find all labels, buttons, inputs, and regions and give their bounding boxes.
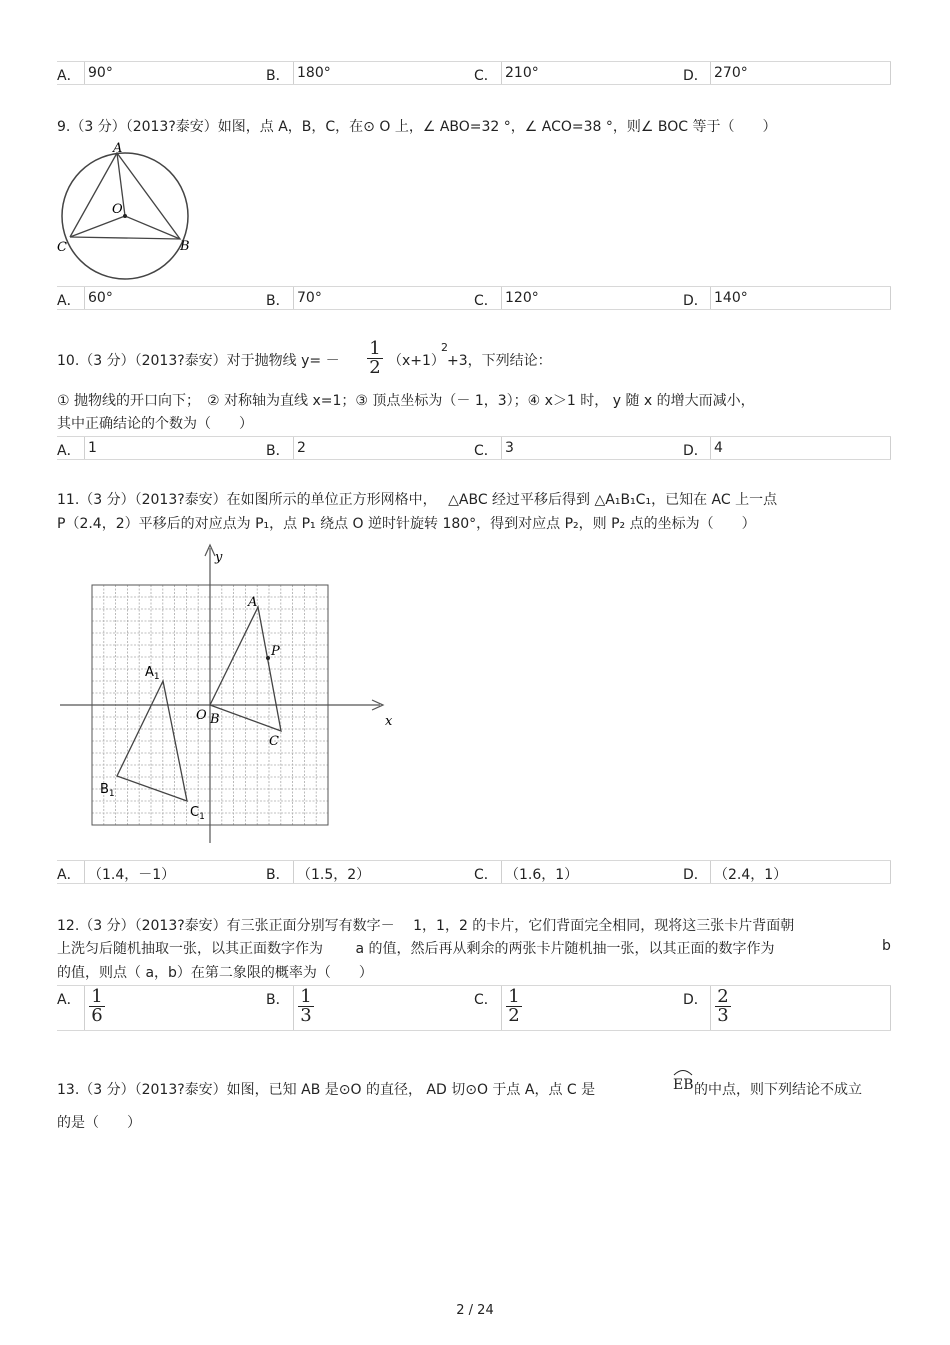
option-label: B． bbox=[266, 992, 290, 1008]
q11-option-d bbox=[683, 861, 891, 883]
q11-label-c: C bbox=[269, 734, 279, 749]
q10-option-c bbox=[474, 437, 683, 459]
q9-option-d bbox=[683, 287, 891, 309]
option-fraction: $\frac{1}{6}$ bbox=[89, 988, 105, 1025]
q10-question: 其中正确结论的个数为（ ） bbox=[57, 416, 253, 432]
q11-stem-line1: 11.（3 分）（2013?泰安）在如图所示的单位正方形网格中， △ABC 经过平移后得到 △A₁B₁C₁，已知在 AC 上一点 bbox=[57, 492, 778, 508]
q11-option-a bbox=[57, 861, 265, 883]
option-value: 1 bbox=[88, 440, 97, 456]
option-fraction: $\frac{1}{3}$ bbox=[298, 988, 314, 1025]
q8-option-c bbox=[474, 62, 683, 84]
q11-option-c bbox=[474, 861, 683, 883]
option-label: B． bbox=[266, 867, 290, 883]
option-value: 60° bbox=[88, 290, 113, 306]
option-value: 140° bbox=[714, 290, 748, 306]
q10-option-d bbox=[683, 437, 891, 459]
q10-stem-pre: 10.（3 分）（2013?泰安）对于抛物线 y= － bbox=[57, 353, 340, 369]
option-value: 180° bbox=[297, 65, 331, 81]
q12-option-b bbox=[266, 986, 474, 1030]
option-label: A． bbox=[57, 867, 81, 883]
option-label: C． bbox=[474, 68, 498, 84]
q11-point-p bbox=[266, 656, 270, 660]
q13-arc-mark bbox=[673, 1066, 693, 1076]
q12-options bbox=[57, 985, 891, 1031]
q9-option-a bbox=[57, 287, 265, 309]
option-label: D． bbox=[683, 293, 708, 309]
q10-stem-mid: （x+1） bbox=[388, 353, 445, 369]
option-label: B． bbox=[266, 443, 290, 459]
option-fraction: $\frac{2}{3}$ bbox=[715, 988, 731, 1025]
option-value: 90° bbox=[88, 65, 113, 81]
q13-arc-label: EB bbox=[673, 1077, 694, 1093]
option-value: 210° bbox=[505, 65, 539, 81]
q10-option-a bbox=[57, 437, 265, 459]
page-number: 2 / 24 bbox=[456, 1303, 494, 1318]
q8-option-a bbox=[57, 62, 265, 84]
q11-label-y: y bbox=[215, 550, 223, 565]
option-label: C． bbox=[474, 867, 498, 883]
option-fraction: $\frac{1}{2}$ bbox=[506, 988, 522, 1025]
q9-circle-figure bbox=[55, 140, 195, 285]
option-value: （1.6，1） bbox=[505, 867, 579, 883]
option-value: 3 bbox=[505, 440, 514, 456]
option-label: D． bbox=[683, 867, 708, 883]
option-label: D． bbox=[683, 68, 708, 84]
q12-stem-line2-b: b bbox=[882, 938, 891, 954]
option-value: （1.5，2） bbox=[297, 867, 371, 883]
q12-option-d bbox=[683, 986, 891, 1030]
option-value: 70° bbox=[297, 290, 322, 306]
q11-label-o: O bbox=[196, 708, 207, 723]
option-label: A． bbox=[57, 68, 81, 84]
q11-label-a: A bbox=[248, 595, 258, 610]
option-value: 270° bbox=[714, 65, 748, 81]
q10-statements: ① 抛物线的开口向下； ② 对称轴为直线 x=1；③ 顶点坐标为（－ 1，3）；④ x＞1 时， y 随 x 的增大而减小， bbox=[57, 393, 755, 409]
fraction-denominator: 2 bbox=[367, 358, 383, 377]
q11-label-b1: $B_1$ bbox=[100, 782, 115, 799]
q10-stem-post: +3，下列结论： bbox=[447, 353, 552, 369]
option-label: C． bbox=[474, 992, 498, 1008]
option-value: 4 bbox=[714, 440, 723, 456]
q10-fraction bbox=[367, 340, 383, 377]
fraction-numerator: 1 bbox=[369, 338, 381, 359]
q11-option-b bbox=[266, 861, 474, 883]
q11-stem-line2: P（2.4，2）平移后的对应点为 P₁，点 P₁ 绕点 O 逆时针旋转 180°，得到对应点 P₂，则 P₂ 点的坐标为（ ） bbox=[57, 516, 756, 532]
option-label: B． bbox=[266, 293, 290, 309]
option-label: B． bbox=[266, 68, 290, 84]
option-label: A． bbox=[57, 992, 81, 1008]
q8-option-b bbox=[266, 62, 474, 84]
option-value: （1.4，－1） bbox=[88, 867, 176, 883]
q11-label-a1: $A_1$ bbox=[145, 665, 160, 682]
q12-stem-line2: 上洗匀后随机抽取一张，以其正面数字作为 a 的值，然后再从剩余的两张卡片随机抽一张，以其正面的数字作为 bbox=[57, 941, 775, 957]
q9-stem: 9.（3 分）（2013?泰安）如图，点 A，B，C，在⊙ O 上，∠ ABO=32 °，∠ ACO=38 °，则∠ BOC 等于（ ） bbox=[57, 119, 777, 135]
option-label: A． bbox=[57, 293, 81, 309]
q9-options bbox=[57, 286, 891, 310]
q10-option-b bbox=[266, 437, 474, 459]
option-value: 2 bbox=[297, 440, 306, 456]
q9-option-b bbox=[266, 287, 474, 309]
q11-grid-figure bbox=[55, 543, 395, 848]
q12-stem-line3: 的值，则点（ a，b）在第二象限的概率为（ ） bbox=[57, 965, 373, 981]
option-label: A． bbox=[57, 443, 81, 459]
option-label: D． bbox=[683, 992, 708, 1008]
option-label: C． bbox=[474, 293, 498, 309]
q12-option-c bbox=[474, 986, 683, 1030]
q10-options bbox=[57, 436, 891, 460]
q11-label-p: P bbox=[271, 644, 280, 659]
q8-option-d bbox=[683, 62, 891, 84]
q12-stem-line1: 12.（3 分）（2013?泰安）有三张正面分别写有数字－ 1，1，2 的卡片，它们背面完全相同，现将这三张卡片背面朝 bbox=[57, 918, 795, 934]
q11-label-b: B bbox=[210, 712, 220, 727]
option-value: （2.4，1） bbox=[714, 867, 788, 883]
q9-label-b: B bbox=[180, 239, 190, 254]
q12-option-a bbox=[57, 986, 265, 1030]
q9-label-a: A bbox=[113, 141, 123, 156]
q13-stem-line1b: 的中点，则下列结论不成立 bbox=[694, 1082, 862, 1098]
q11-label-c1: $C_1$ bbox=[190, 805, 205, 822]
q11-label-x: x bbox=[385, 714, 393, 729]
q8-options bbox=[57, 61, 891, 85]
q11-options bbox=[57, 860, 891, 884]
q13-stem-line1: 13.（3 分）（2013?泰安）如图，已知 AB 是⊙O 的直径， AD 切⊙O 于点 A，点 C 是 bbox=[57, 1082, 596, 1098]
q9-label-o: O bbox=[112, 202, 123, 217]
option-label: D． bbox=[683, 443, 708, 459]
q9-label-c: C bbox=[57, 240, 67, 255]
q10-exponent: 2 bbox=[441, 341, 448, 354]
option-label: C． bbox=[474, 443, 498, 459]
q9-option-c bbox=[474, 287, 683, 309]
q13-stem-line2: 的是（ ） bbox=[57, 1115, 141, 1131]
option-value: 120° bbox=[505, 290, 539, 306]
